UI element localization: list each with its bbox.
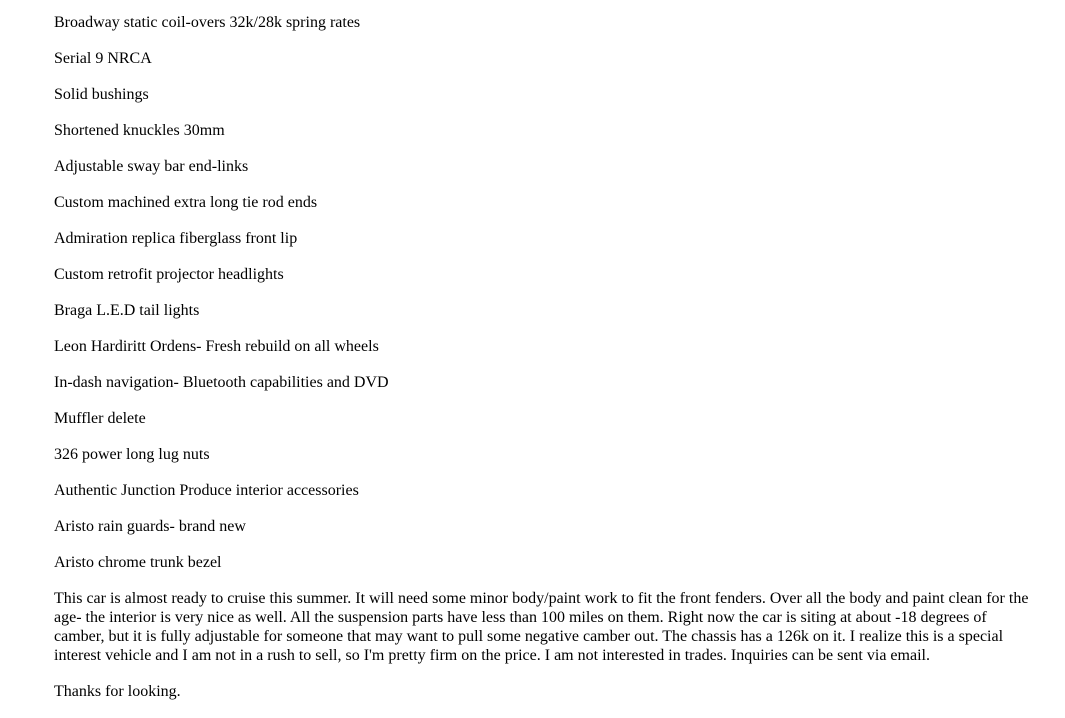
mod-list-item: Shortened knuckles 30mm	[54, 122, 225, 139]
mod-list-item: In-dash navigation- Bluetooth capabilities and DVD	[54, 374, 389, 391]
mod-list-item: Solid bushings	[54, 86, 149, 103]
closing-paragraph: Thanks for looking.	[54, 683, 181, 700]
mod-list-item: Muffler delete	[54, 410, 146, 427]
mod-list-item: Authentic Junction Produce interior accessories	[54, 482, 359, 499]
mod-list-item: Leon Hardiritt Ordens- Fresh rebuild on all wheels	[54, 338, 379, 355]
mod-list-item: Aristo chrome trunk bezel	[54, 554, 222, 571]
mod-list-item: Aristo rain guards- brand new	[54, 518, 246, 535]
mod-list-item: Custom machined extra long tie rod ends	[54, 194, 318, 211]
mod-list-item: 326 power long lug nuts	[54, 446, 210, 463]
mod-list-item: Adjustable sway bar end-links	[54, 158, 249, 175]
mod-list-item: Serial 9 NRCA	[54, 50, 152, 67]
description-paragraph: This car is almost ready to cruise this summer. It will need some minor body/paint work to fit the front fenders. Over all the body and paint clean for the age- the interior is very nice as well. All the suspension parts have less than 100 miles on them. Right now the car is siting at about -18 degrees of camber, but it is fully adjustable for someone that may want to pull some negative camber out. The chassis has a 126k on it. I realize this is a special interest vehicle and I am not in a rush to sell, so I'm pretty firm on the price. I am not interested in trades. Inquiries can be sent via email.	[54, 590, 1029, 664]
mod-list-item: Broadway static coil-overs 32k/28k spring rates	[54, 14, 361, 31]
mod-list-item: Braga L.E.D tail lights	[54, 302, 200, 319]
mod-list-item: Admiration replica fiberglass front lip	[54, 230, 298, 247]
mod-list-item: Custom retrofit projector headlights	[54, 266, 284, 283]
